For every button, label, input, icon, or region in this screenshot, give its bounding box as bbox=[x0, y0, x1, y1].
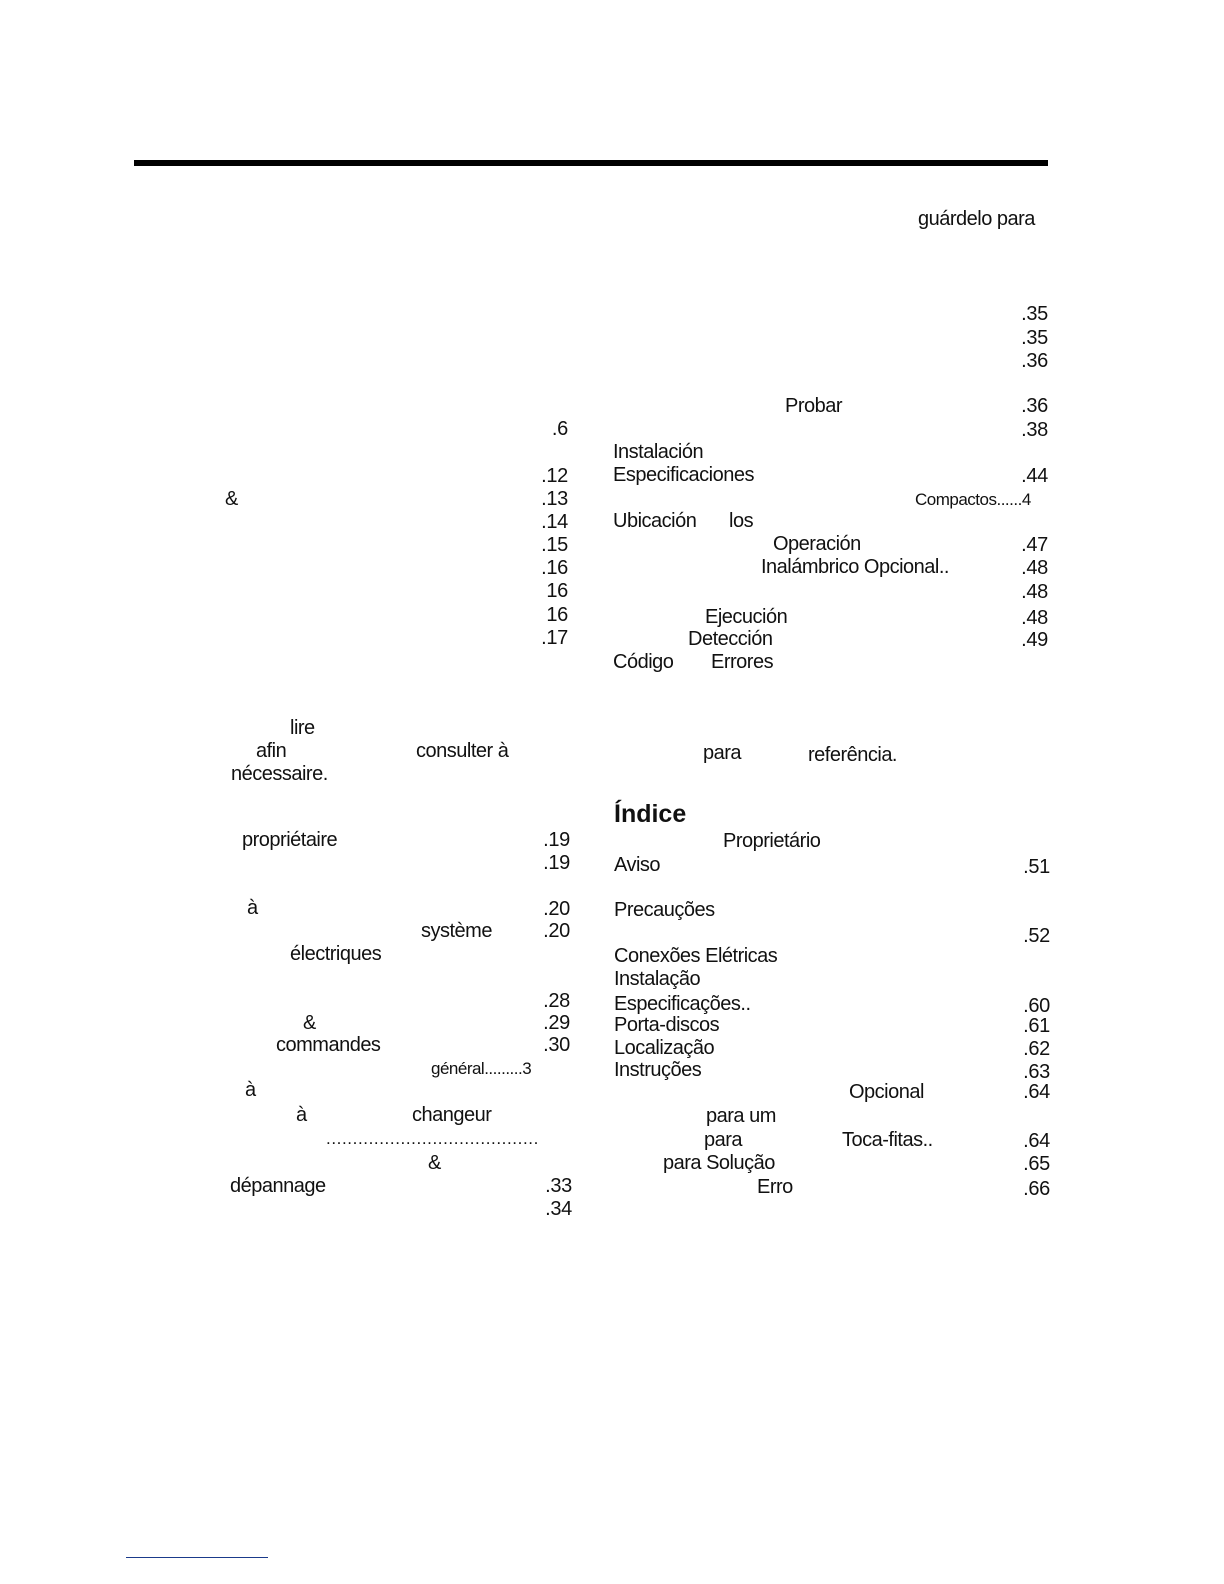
fr-page-number: .30 bbox=[543, 1034, 570, 1056]
es-page-number: .35 bbox=[1021, 303, 1048, 325]
fr-entry-electriques: électriques bbox=[290, 943, 382, 965]
es-page-number: .48 bbox=[1021, 557, 1048, 579]
es-entry-inalambrico: Inalámbrico Opcional.. bbox=[761, 556, 949, 578]
fr-entry-proprietaire: propriétaire bbox=[242, 829, 338, 851]
fr-intro-text: nécessaire. bbox=[231, 763, 328, 785]
fr-entry-a: à bbox=[247, 897, 258, 919]
fr-entry-a: à bbox=[296, 1104, 307, 1126]
es-entry-operacion: Operación bbox=[773, 533, 861, 555]
es-entry-errores: Errores bbox=[711, 651, 774, 673]
pt-entry-para: para bbox=[704, 1129, 743, 1151]
pt-entry-instrucoes: Instruções bbox=[614, 1059, 702, 1081]
es-entry-instalacion: Instalación bbox=[613, 441, 704, 463]
pt-page-number: .63 bbox=[1023, 1061, 1050, 1083]
spanish-note: guárdelo para bbox=[918, 208, 1035, 230]
fr-page-number: .33 bbox=[545, 1175, 572, 1197]
es-entry-ejecucion: Ejecución bbox=[705, 606, 788, 628]
pt-entry-erro: Erro bbox=[757, 1176, 793, 1198]
fr-page-number: .29 bbox=[543, 1012, 570, 1034]
es-entry-los: los bbox=[729, 510, 754, 532]
pt-intro-text: para bbox=[703, 742, 742, 764]
top-rule bbox=[134, 160, 1048, 166]
fr-intro-text: consulter à bbox=[416, 740, 509, 762]
pt-entry-porta-discos: Porta-discos bbox=[614, 1014, 720, 1036]
pt-entry-precaucoes: Precauções bbox=[614, 899, 715, 921]
es-page-number: .49 bbox=[1021, 629, 1048, 651]
fr-entry-depannage: dépannage bbox=[230, 1175, 326, 1197]
fr-entry-changeur: changeur bbox=[412, 1104, 492, 1126]
fr-entry-commandes: commandes bbox=[276, 1034, 381, 1056]
fr-page-number: .19 bbox=[543, 852, 570, 874]
pt-page-number: .60 bbox=[1023, 995, 1050, 1017]
bottom-link-underline bbox=[126, 1557, 268, 1558]
fr-entry-systeme: système bbox=[421, 920, 492, 942]
pt-entry-localizacao: Localização bbox=[614, 1037, 715, 1059]
en-page-number: .13 bbox=[541, 488, 568, 510]
fr-entry-general: général.........3 bbox=[431, 1059, 532, 1078]
pt-page-number: .66 bbox=[1023, 1178, 1050, 1200]
es-entry-deteccion: Detección bbox=[688, 628, 773, 650]
es-page-number: .36 bbox=[1021, 395, 1048, 417]
pt-entry-conexoes: Conexões Elétricas bbox=[614, 945, 778, 967]
es-page-number: .48 bbox=[1021, 607, 1048, 629]
fr-page-number: .20 bbox=[543, 920, 570, 942]
fr-dot-leader: ........................................ bbox=[326, 1129, 539, 1148]
es-page-number: .47 bbox=[1021, 534, 1048, 556]
en-ampersand: & bbox=[225, 488, 238, 510]
pt-entry-toca-fitas: Toca-fitas.. bbox=[842, 1129, 933, 1151]
es-entry-ubicacion: Ubicación bbox=[613, 510, 697, 532]
fr-intro-text: lire bbox=[290, 717, 315, 739]
es-entry-compactos: Compactos......4 bbox=[915, 490, 1031, 509]
en-page-number: .12 bbox=[541, 465, 568, 487]
es-entry-especificaciones: Especificaciones bbox=[613, 464, 754, 486]
en-page-number: .17 bbox=[541, 627, 568, 649]
es-page-number: .44 bbox=[1021, 465, 1048, 487]
fr-entry-ampersand: & bbox=[428, 1152, 441, 1174]
pt-entry-para-um: para um bbox=[706, 1105, 776, 1127]
es-page-number: .35 bbox=[1021, 327, 1048, 349]
en-page-number: .16 bbox=[541, 557, 568, 579]
fr-page-number: .28 bbox=[543, 990, 570, 1012]
pt-heading: Índice bbox=[614, 800, 687, 828]
pt-entry-proprietario: Proprietário bbox=[723, 830, 821, 852]
pt-entry-opcional: Opcional bbox=[849, 1081, 924, 1103]
en-page-number: 16 bbox=[546, 604, 568, 626]
fr-intro-text: afin bbox=[256, 740, 287, 762]
pt-entry-especificacoes: Especificações.. bbox=[614, 993, 751, 1015]
pt-page-number: .52 bbox=[1023, 925, 1050, 947]
pt-page-number: .61 bbox=[1023, 1015, 1050, 1037]
en-page-number: .6 bbox=[551, 418, 568, 440]
pt-page-number: .62 bbox=[1023, 1038, 1050, 1060]
pt-page-number: .65 bbox=[1023, 1153, 1050, 1175]
es-page-number: .48 bbox=[1021, 581, 1048, 603]
pt-page-number: .64 bbox=[1023, 1081, 1050, 1103]
es-entry-codigo: Código bbox=[613, 651, 674, 673]
fr-entry-a: à bbox=[245, 1079, 256, 1101]
en-page-number: 16 bbox=[546, 580, 568, 602]
es-entry-probar: Probar bbox=[785, 395, 843, 417]
fr-page-number: .20 bbox=[543, 898, 570, 920]
fr-page-number: .34 bbox=[545, 1198, 572, 1220]
pt-intro-text: referência. bbox=[808, 744, 897, 766]
es-page-number: .36 bbox=[1021, 350, 1048, 372]
pt-page-number: .64 bbox=[1023, 1130, 1050, 1152]
en-page-number: .14 bbox=[541, 511, 568, 533]
fr-page-number: .19 bbox=[543, 829, 570, 851]
pt-entry-aviso: Aviso bbox=[614, 854, 661, 876]
pt-entry-para-solucao: para Solução bbox=[663, 1152, 775, 1174]
en-page-number: .15 bbox=[541, 534, 568, 556]
fr-entry-ampersand: & bbox=[303, 1012, 316, 1034]
es-page-number: .38 bbox=[1021, 419, 1048, 441]
pt-page-number: .51 bbox=[1023, 856, 1050, 878]
pt-entry-instalacao: Instalação bbox=[614, 968, 701, 990]
